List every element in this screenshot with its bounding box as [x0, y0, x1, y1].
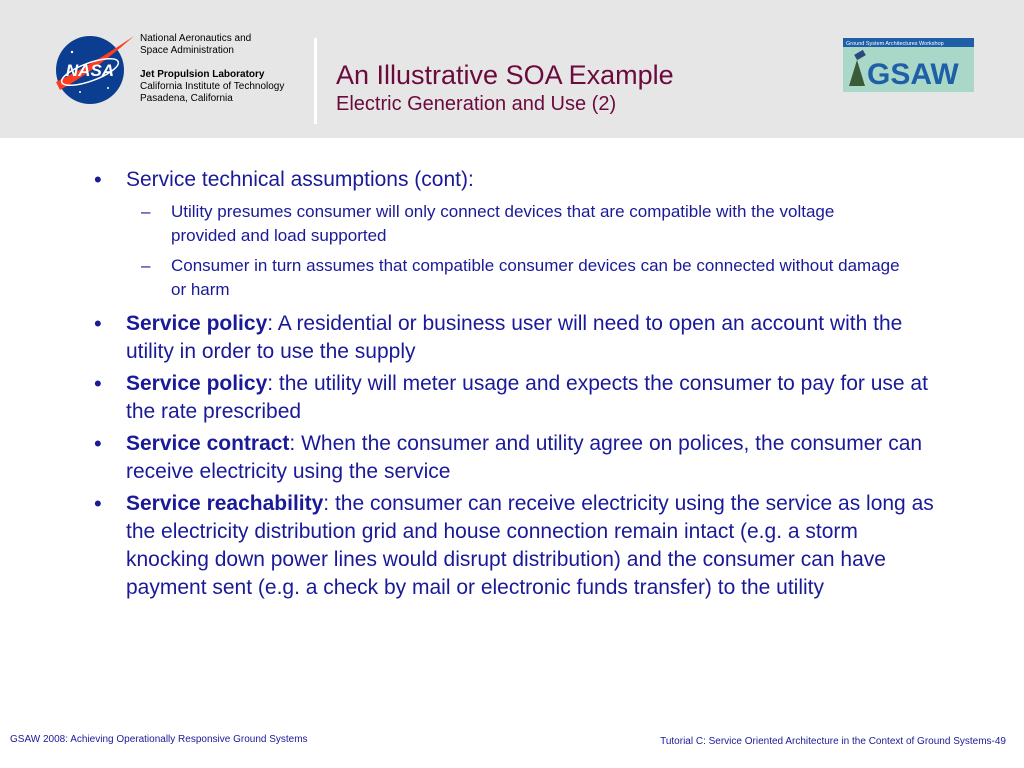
slide-title: An Illustrative SOA Example [336, 60, 674, 90]
bullet-heading: Service contract [126, 432, 290, 455]
nasa-logo-text: NASA [65, 61, 115, 80]
bullet-text: : the utility will meter usage and expects the consumer to pay for use at the rate prescribed [126, 372, 928, 423]
lab-line-2: California Institute of Technology [140, 81, 285, 92]
sub-bullet-text: Utility presumes consumer will only connect devices that are compatible with the voltage provided and load supported [171, 202, 835, 245]
slide-subtitle: Electric Generation and Use (2) [336, 93, 617, 115]
bullet-text: : A residential or business user will need to open an account with the utility in order to use the supply [126, 312, 903, 363]
lab-name: Jet Propulsion Laboratory [140, 69, 265, 80]
footer-right: Tutorial C: Service Oriented Architecture in the Context of Ground Systems-49 [660, 736, 1006, 747]
gsaw-logo-icon [843, 38, 974, 92]
bullet-item [0, 490, 1024, 602]
bullet-icon: • [94, 431, 102, 456]
gsaw-logo-banner: Ground System Architectures Workshop [846, 41, 944, 47]
footer-left: GSAW 2008: Achieving Operationally Responsive Ground Systems [10, 734, 308, 745]
org-line-2: Space Administration [140, 45, 234, 56]
slide-body [0, 166, 1024, 602]
bullet-heading: Service reachability [126, 492, 324, 515]
bullet-text: : When the consumer and utility agree on polices, the consumer can receive electricity using the service [126, 432, 923, 483]
bullet-icon: • [94, 371, 102, 396]
dash-icon: – [141, 202, 151, 221]
nasa-logo-icon [50, 30, 138, 106]
bullet-heading: Service policy [126, 312, 268, 335]
bullet-heading: Service policy [126, 372, 268, 395]
sub-bullet-item [0, 254, 1024, 302]
bullet-text: : the consumer can receive electricity using the service as long as the electricity distribution grid and house connection remain intact (e.g. a storm knocking down power lines would disrupt distribution) and the consumer can have payment sent (e.g. a check by mail or electronic funds transfer) to the utility [126, 492, 934, 599]
dash-icon: – [141, 256, 151, 275]
slide-header [0, 0, 1024, 138]
organization-block [140, 33, 284, 105]
bullet-text: Service technical assumptions (cont): [126, 168, 474, 191]
org-line-1: National Aeronautics and [140, 33, 252, 44]
bullet-icon: • [94, 311, 102, 336]
bullet-item [0, 430, 1024, 486]
bullet-item [0, 370, 1024, 426]
gsaw-logo-text: GSAW [867, 58, 959, 91]
bullet-icon: • [94, 491, 102, 516]
sub-bullet-text: Consumer in turn assumes that compatible consumer devices can be connected without damage or harm [171, 256, 900, 299]
lab-line-3: Pasadena, California [140, 93, 233, 104]
sub-bullet-item [0, 200, 1024, 248]
bullet-item [0, 310, 1024, 366]
header-divider [314, 38, 317, 124]
bullet-icon: • [94, 167, 102, 192]
bullet-item [0, 166, 1024, 194]
